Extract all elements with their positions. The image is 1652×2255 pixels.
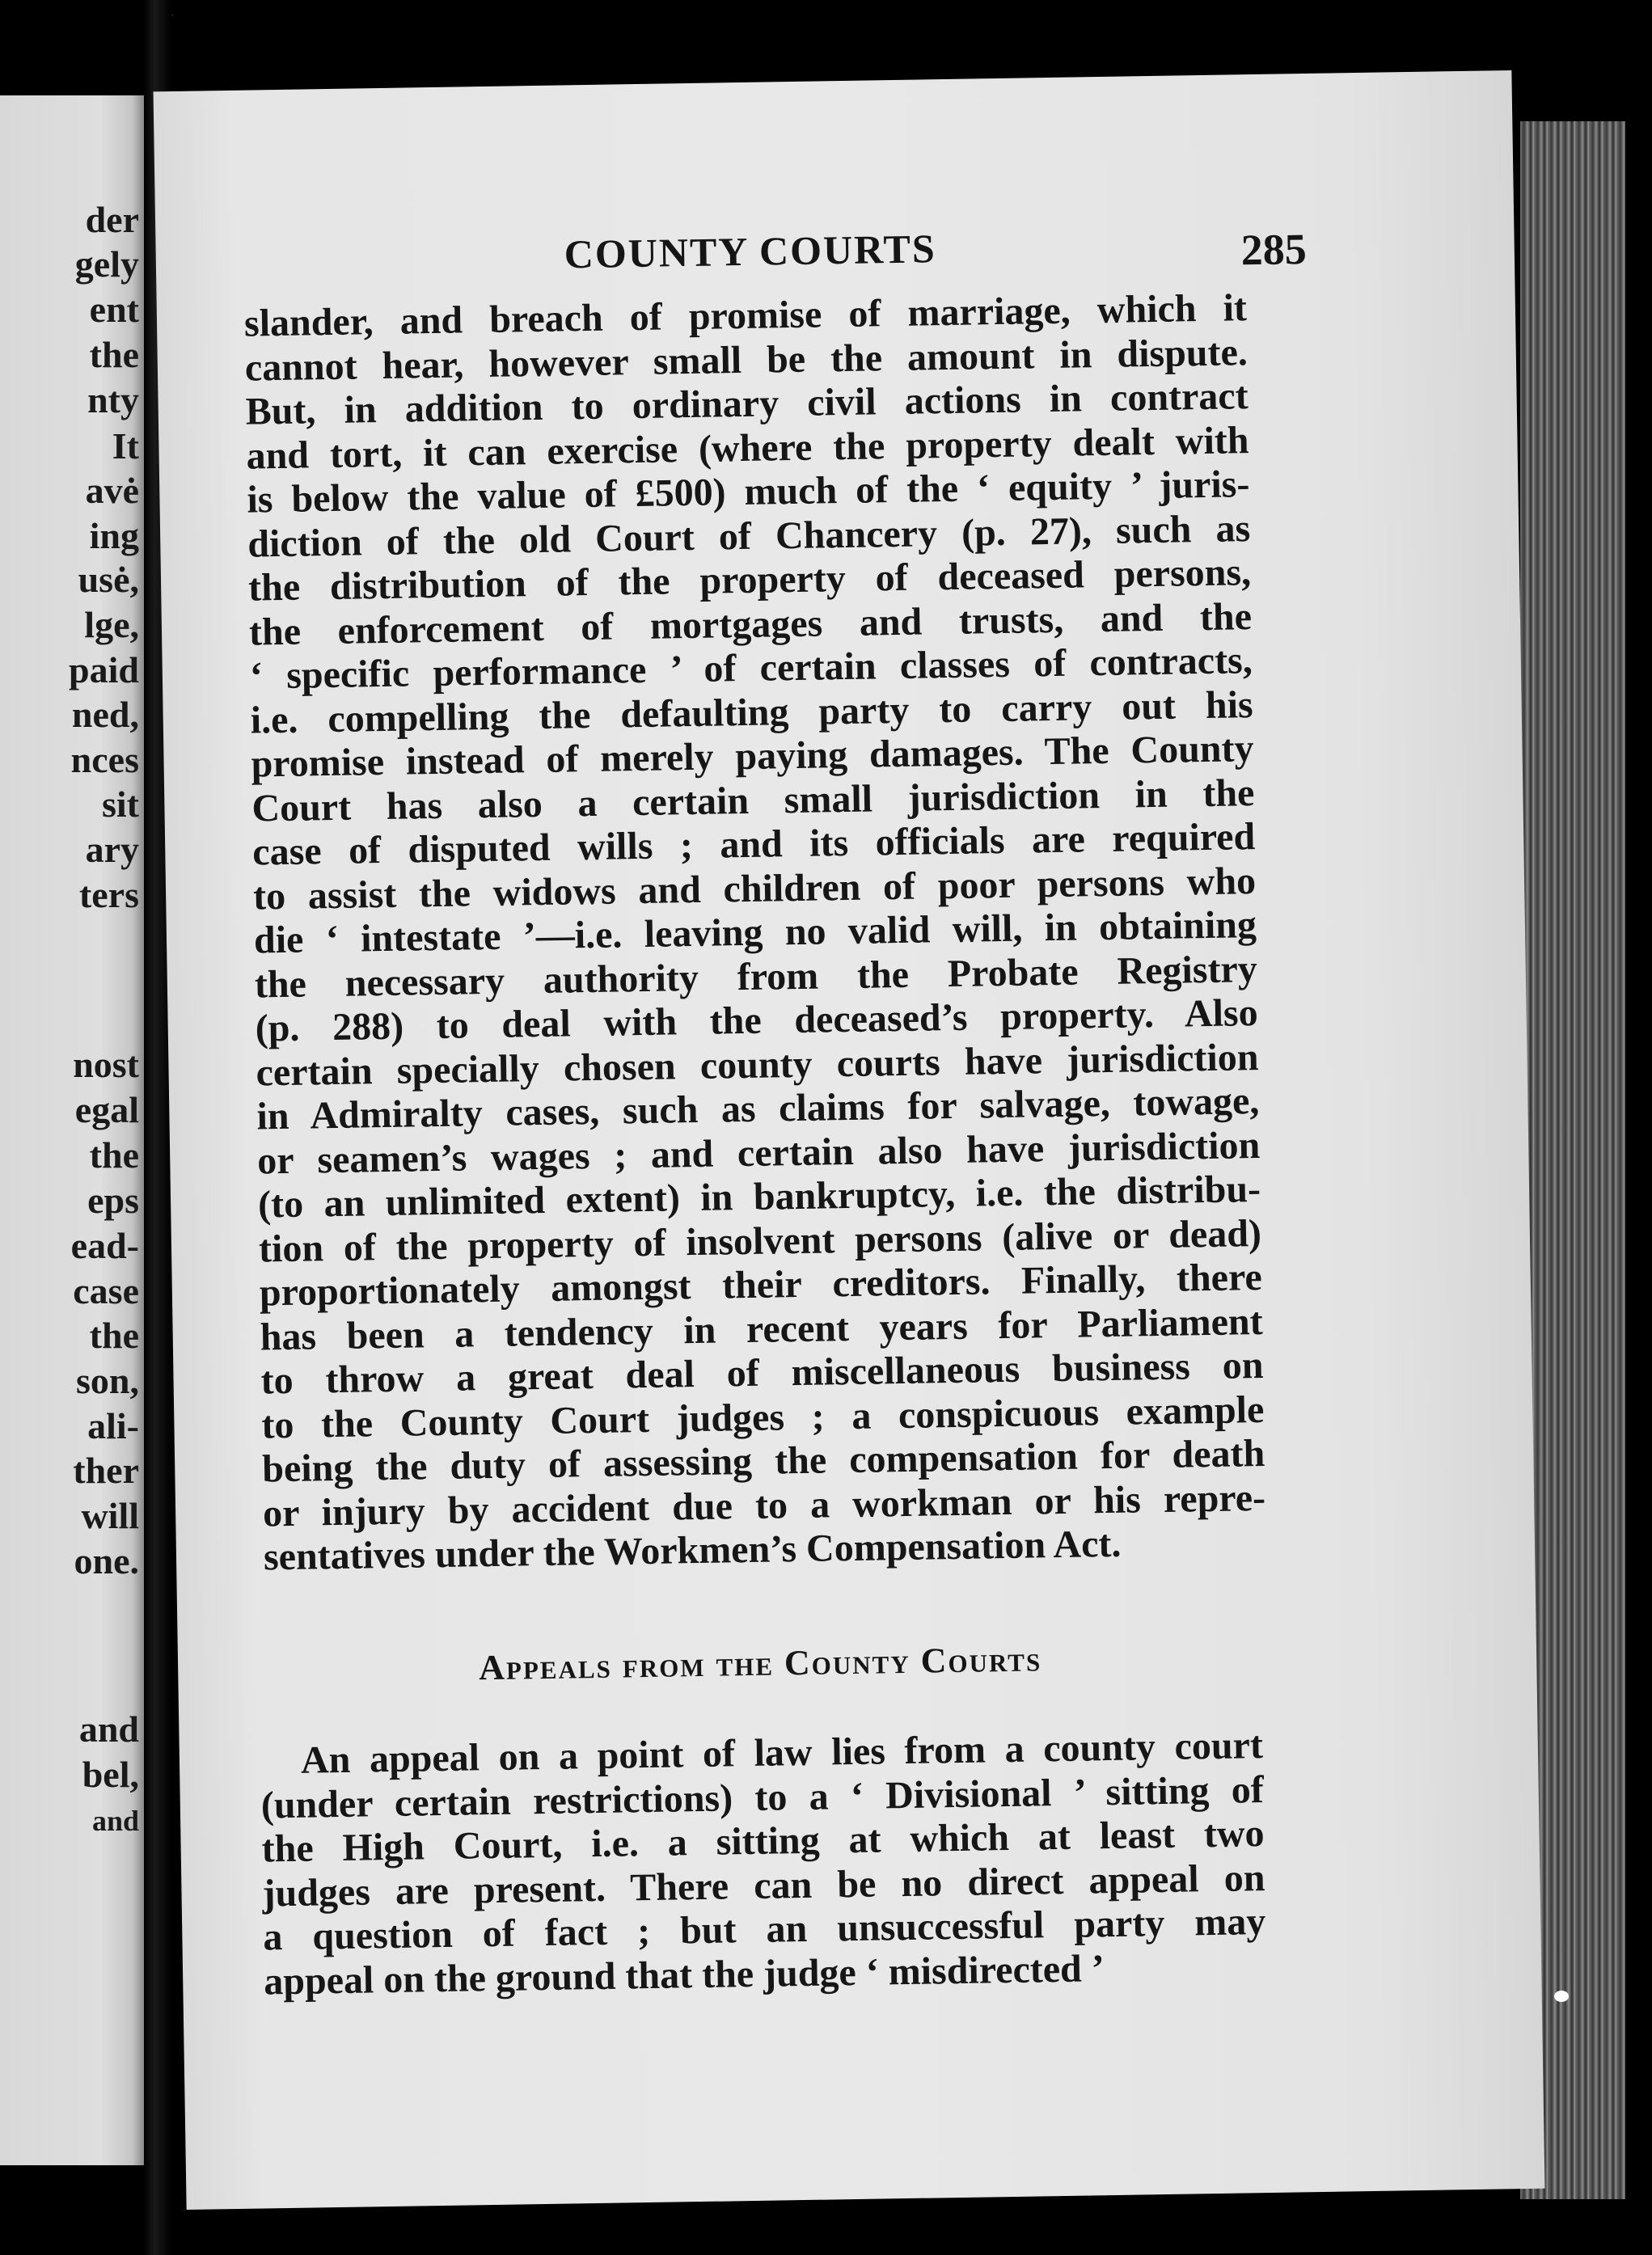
text-line: i.e. compelling the defaulting party to carry out his: [250, 682, 1254, 742]
left-page-line: ary: [85, 829, 139, 870]
text-line: case of disputed wills ; and its officials are required: [251, 815, 1256, 874]
left-page-line: ent: [89, 289, 139, 330]
left-page-line: ned,: [71, 694, 139, 735]
text-line: in Admiralty cases, such as claims for salvage, towage,: [256, 1079, 1260, 1138]
text-line: slander, and breach of promise of marriage, which it: [243, 286, 1248, 345]
left-page-line: will: [81, 1495, 139, 1536]
text-line: sentatives under the Workmen’s Compensation Act.: [263, 1522, 1122, 1579]
text-line: promise instead of merely paying damages. The County: [251, 727, 1254, 786]
left-page-line: the: [89, 334, 139, 375]
left-page-line: nost: [73, 1044, 139, 1085]
left-page-line: case: [73, 1270, 139, 1311]
text-line: has been a tendency in recent years for Parliament: [260, 1299, 1263, 1358]
left-page-line: usė,: [78, 559, 139, 600]
text-line: (to an unlimited extent) in bankruptcy, i.e. the distribu-: [257, 1168, 1261, 1227]
left-page-line: ali-: [87, 1405, 139, 1446]
left-page-line: avė: [85, 470, 139, 511]
left-page-line: ead-: [70, 1225, 139, 1266]
paragraph-2: [260, 1724, 1267, 2004]
left-page-line: der: [85, 199, 139, 240]
text-line: (p. 288) to deal with the deceased’s property. Also: [255, 991, 1259, 1050]
left-page-line: nces: [70, 739, 139, 780]
left-page-line: sit: [102, 783, 139, 825]
running-head: [155, 216, 1515, 293]
left-page-line: bel,: [82, 1754, 139, 1795]
text-line: (under certain restrictions) to a ‘ Divisional ’ sitting of: [260, 1767, 1265, 1827]
text-line: and tort, it can exercise (where the property dealt with: [246, 418, 1249, 478]
paragraph-1: [244, 286, 1267, 1580]
section-heading: Appeals from the County Courts: [478, 1639, 1042, 1688]
text-line: or injury by accident due to a workman or his repre-: [262, 1476, 1266, 1535]
left-page-line: paid: [69, 649, 139, 690]
page-number: 285: [1240, 224, 1308, 275]
left-page-line: ing: [89, 515, 139, 556]
text-line: or seamen’s wages ; and certain also have jurisdiction: [256, 1123, 1261, 1182]
text-line: ‘ specific performance ’ of certain classes of contracts,: [249, 639, 1253, 698]
left-page-line: the: [89, 1315, 139, 1356]
text-line: to the County Court judges ; a conspicuous example: [261, 1387, 1265, 1446]
left-page-line: nty: [87, 379, 139, 420]
left-page-line: lge,: [84, 604, 139, 645]
left-page-line: one.: [74, 1540, 139, 1581]
text-line: the enforcement of mortgages and trusts, and the: [248, 594, 1253, 654]
scan-speck: [1554, 1991, 1569, 2002]
text-line: judges are present. There can be no direct appeal on: [262, 1856, 1265, 1915]
text-line: being the duty of assessing the compensation for death: [261, 1431, 1265, 1491]
left-page-line: It: [112, 425, 139, 467]
text-line: But, in addition to ordinary civil actions in contract: [245, 374, 1249, 433]
text-line: proportionately amongst their creditors. Finally, there: [259, 1256, 1263, 1315]
left-page-line: gely: [74, 243, 139, 285]
left-page-line: eps: [87, 1180, 139, 1221]
left-page-line: son,: [76, 1360, 139, 1401]
left-page-line: ther: [73, 1450, 139, 1491]
right-page: [154, 70, 1545, 2210]
left-page-line: ters: [78, 874, 139, 915]
text-line: die ‘ intestate ’—i.e. leaving no valid will, in obtaining: [253, 903, 1257, 962]
text-line: to throw a great deal of miscellaneous business on: [260, 1343, 1264, 1403]
text-line: An appeal on a point of law lies from a county court: [300, 1724, 1264, 1782]
text-line: the necessary authority from the Probate Registry: [254, 947, 1258, 1007]
text-line: diction of the old Court of Chancery (p. 27), such as: [247, 506, 1251, 566]
left-page-fragment: [0, 95, 144, 2165]
text-line: cannot hear, however small be the amount in dispute.: [244, 330, 1249, 390]
left-page-line: and: [78, 1708, 139, 1750]
text-line: is below the value of £500) much of the ‘ equity ’ juris-: [247, 462, 1250, 522]
running-title: COUNTY COURTS: [564, 226, 937, 277]
text-line: to assist the widows and children of poor persons who: [252, 859, 1257, 918]
text-line: the distribution of the property of deceased persons,: [247, 551, 1252, 610]
text-line: appeal on the ground that the judge ‘ misdirected ’: [263, 1946, 1105, 2003]
text-line: the High Court, i.e. a sitting at which at least two: [261, 1812, 1265, 1871]
text-line: certain specially chosen county courts have jurisdiction: [256, 1035, 1259, 1095]
text-line: a question of fact ; but an unsuccessful party may: [262, 1900, 1266, 1959]
text-line: Court has also a certain small jurisdiction in the: [251, 771, 1255, 830]
left-page-line: and: [91, 1805, 139, 1837]
text-line: tion of the property of insolvent persons (alive or dead): [258, 1211, 1262, 1270]
left-page-line: egal: [74, 1089, 139, 1130]
left-page-line: the: [89, 1134, 139, 1176]
